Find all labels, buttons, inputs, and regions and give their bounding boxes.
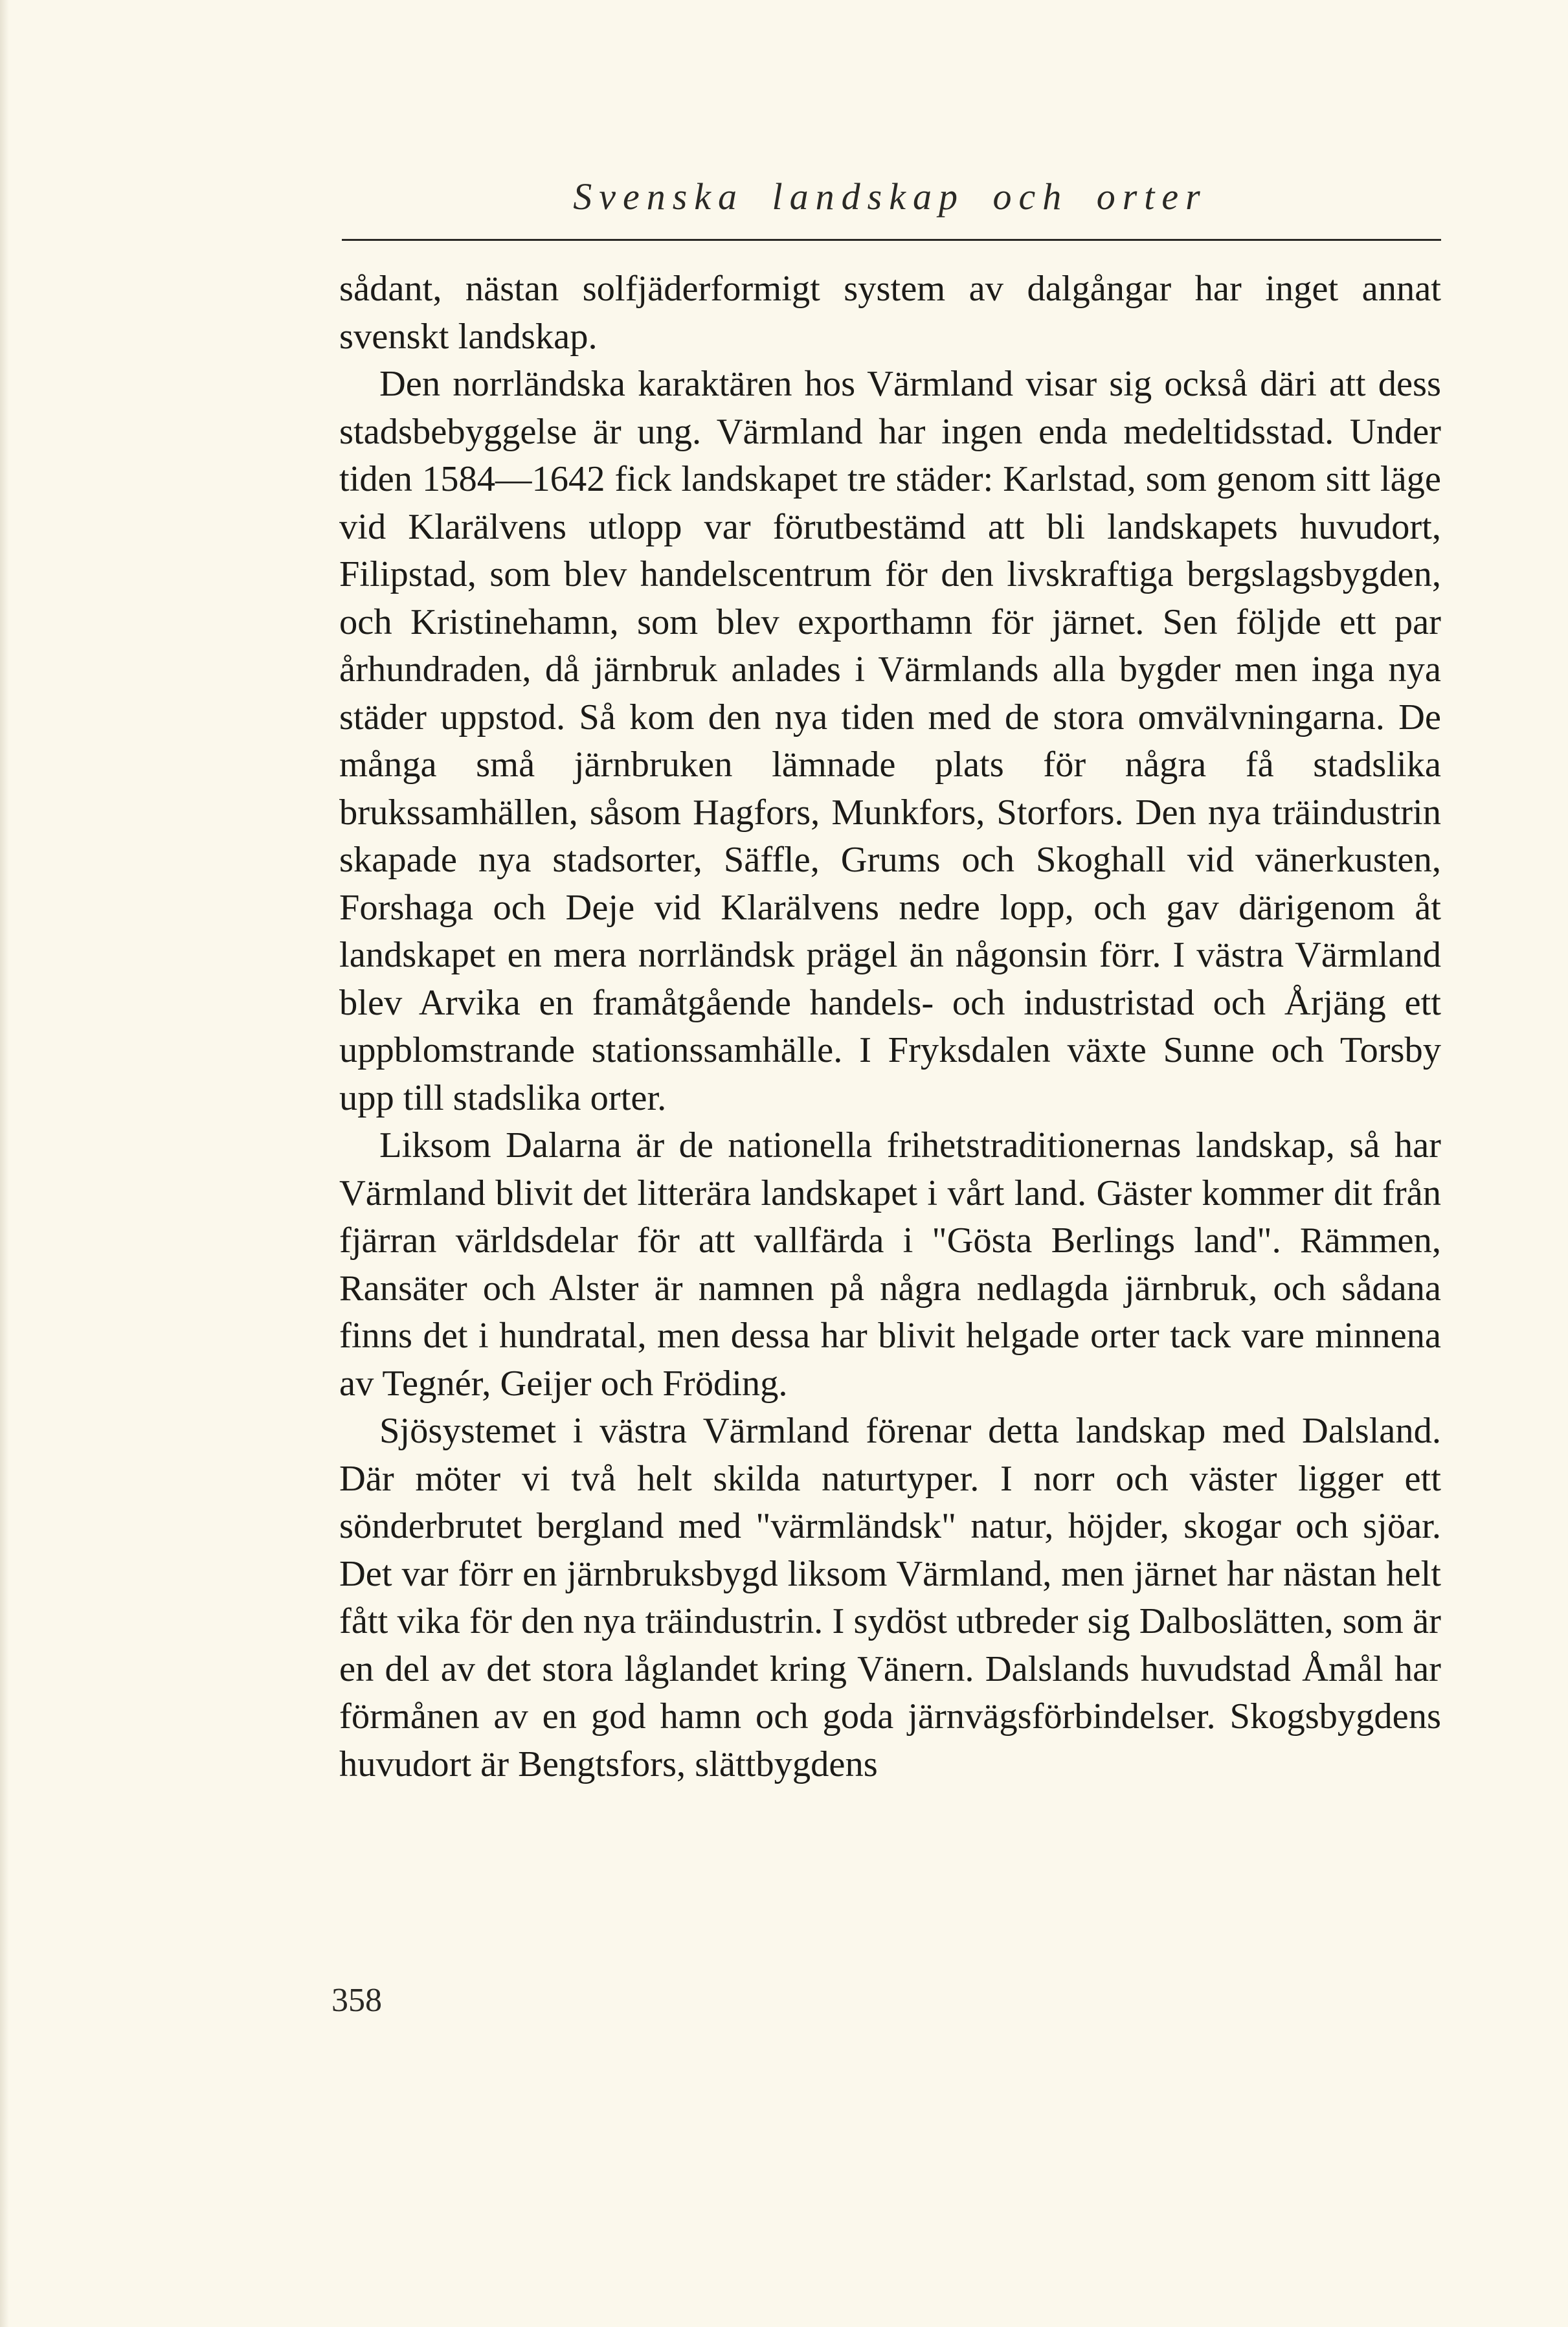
header-rule [342, 239, 1441, 241]
page-edge [0, 0, 9, 2327]
paragraph-varmland-towns: Den norrländska karaktären hos Värmland visar sig också däri att dess stadsbebyggelse är ung. Värmland har ingen enda medeltidsstad. Under tiden 1584—1642 fick landskapet tre städer: Karlstad, som genom sitt läge vid Klarälvens utlopp var förutbestämd att bli landskapets huvudort, Filipstad, som blev handelscentrum för den livskraftiga bergslagsbygden, och Kristinehamn, som blev exporthamn för järnet. Sen följde ett par århundraden, då järnbruk anlades i Värmlands alla bygder men inga nya städer uppstod. Så kom den nya tiden med de stora omvälvningarna. De många små järnbruken lämnade plats för några få stadslika brukssamhällen, såsom Hagfors, Munkfors, Storfors. Den nya träindustrin skapade nya stadsorter, Säffle, Grums och Skoghall vid vänerkusten, Forshaga och Deje vid Klarälvens nedre lopp, och gav därigenom åt landskapet en mera norrländsk prägel än någonsin förr. I västra Värmland blev Arvika en framåtgående handels- och industristad och Årjäng ett uppblomstrande stationssamhälle. I Fryksdalen växte Sunne och Torsby upp till stadslika orter. [339, 364, 1441, 1118]
paragraph-literary-landscape: Liksom Dalarna är de nationella frihetstraditionernas landskap, så har Värmland blivit det litterära landskapet i vårt land. Gäster kommer dit från fjärran världsdelar för att vallfärda i "Gösta Berlings land". Rämmen, Ransäter och Alster är namnen på några nedlagda järnbruk, och sådana finns det i hundratal, men dessa har blivit helgade orter tack vare minnena av Tegnér, Geijer och Fröding. [339, 1125, 1441, 1404]
page-number: 358 [331, 1982, 382, 2019]
paragraph-dalsland: Sjösystemet i västra Värmland förenar detta landskap med Dalsland. Där möter vi två helt skilda naturtyper. I norr och väster ligger ett sönderbrutet bergland med "värmländsk" natur, höjder, skogar och sjöar. Det var förr en järnbruksbygd liksom Värmland, men järnet har nästan helt fått vika för den nya träindustrin. I sydöst utbreder sig Dalboslätten, som är en del av det stora låglandet kring Vänern. Dalslands huvudstad Åmål har förmånen av en god hamn och goda järnvägsförbindelser. Skogsbygdens huvudort är Bengtsfors, slättbygdens [339, 1411, 1441, 1784]
paragraph-continued: sådant, nästan solfjäderformigt system av dalgångar har inget annat svenskt landskap. [339, 269, 1441, 357]
running-head: Svenska landskap och orter [573, 175, 1207, 218]
body-text [339, 265, 1441, 1788]
